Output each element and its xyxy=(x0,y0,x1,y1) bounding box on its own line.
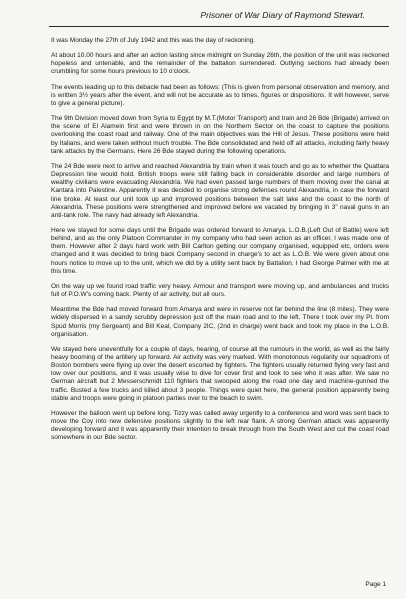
paragraph: The events leading up to this debacle had been as follows: (This is given from personal observation and memory, and is written 3½ years after the event, and will not be accurate as to times, figures or dispositions. It will however, serve to give a general picture). xyxy=(51,83,389,107)
page-header xyxy=(49,8,389,27)
paragraph: Here we stayed for some days until the Brigade was ordered forward to Amarya. L.O.B.(Left Out of Battle) were left behind, and as the only Platoon Commander in my company who had seen action as an officer, I was made one of them. However after 2 days hard work with Bill Carlton getting our company organised, equipped etc, orders were changed and it was decided to bring back Company second in charge's to act as L.O.B. We were given about one hours notice to move up to the unit, which we did by a utility sent back by Battalion. I had George Palmer with me at this time. xyxy=(51,226,389,275)
paragraph: However the balloon went up before long. Tizzy was called away urgently to a conference and word was sent back to move the Coy into new defensive positions slightly to the left rear flank. A strong German attack was apparently developing forward and it was apparently their intention to break through from the South West and cut the coast road somewhere in our Bde sector. xyxy=(51,409,389,442)
paragraph: We stayed here uneventfully for a couple of days, hearing, of course all the rumours in the world, as well as the fairly heavy booming of the artillery up forward. Air activity was very marked. With monotonous regularity our squadrons of Boston bombers were flying up over the desert escorted by fighters. The fighters usually returned flying very fast and low over our positions, and it was usually wise to dive for cover first and look to see who it was after. We saw no German aircraft but 2 Messerschmidt 110 fighters that swooped along the road one day and machine-gunned the traffic. Busted a few trucks and killed about 3 people. Things were quiet here, the general position apparently being stable and troops were going in platoon parties over to the beach to swim. xyxy=(51,345,389,402)
diary-body xyxy=(51,37,389,450)
paragraph: Meantime the Bde had moved forward from Amarya and were in reserve not far behind the line (8 miles). They were widely dispersed in a sandy scrubby depression just off the main road and to the left. There I took over my Pl. from Spud Morris (my Sergeant) and Bill Keal, Company 2IC, (2nd in charge) went back and took my place in the L.O.B. organisation. xyxy=(51,306,389,338)
paragraph: The 24 Bde were next to arrive and reached Alexandria by train when it was touch and go as to whether the Quattara Depression line would hold. British troops were still falling back in considerable disorder and large numbers of wealthy civilians were evacuating Alexandria. We had even passed large numbers of them moving over the canal at Kantara into Palestine. Apparently it was decided to organise strong defenses round Alexandria, in case the forward line broke. At least our unit took up and improved positions between the salt lake and the coast to the north of Alexandria. These positions were strengthened and improved before we vacated by bringing in 3" naval guns in an anti-tank role. The navy had already left Alexandria. xyxy=(51,162,389,219)
diary-title: Prisoner of War Diary of Raymond Stewart. xyxy=(200,10,365,20)
paragraph: At about 10.00 hours and after an action lasting since midnight on Sunday 26th, the position of the unit was reckoned hopeless and untenable, and the remainder of the battalion surrendered. Outlying sections had already been crumbling for some hours previous to 10 o'clock. xyxy=(51,52,389,76)
page-number: Page 1 xyxy=(365,581,386,588)
paragraph: The 9th Division moved down from Syria to Egypt by M.T.(Motor Transport) and train and 26 Bde (Brigade) arrived on the scene of El Alamein first and were thrown in on the Northern Sector on the coast to capture the positions overlooking the coast road and railway. One of the main objectives was the Hill of Jesus. These positions were held by Italians, and were taken without much trouble. The Bde consolidated and held off all attacks, including fairly heavy tank attacks by the Germans. Here 26 Bde stayed during the following operations. xyxy=(51,115,389,155)
paragraph: It was Monday the 27th of July 1942 and this was the day of reckoning. xyxy=(51,37,256,44)
paragraph: On the way up we found road traffic very heavy. Armour and transport were moving up, and ambulances and trucks full of P.O.W's coming back. Plenty of air activity, but all ours. xyxy=(51,282,389,299)
